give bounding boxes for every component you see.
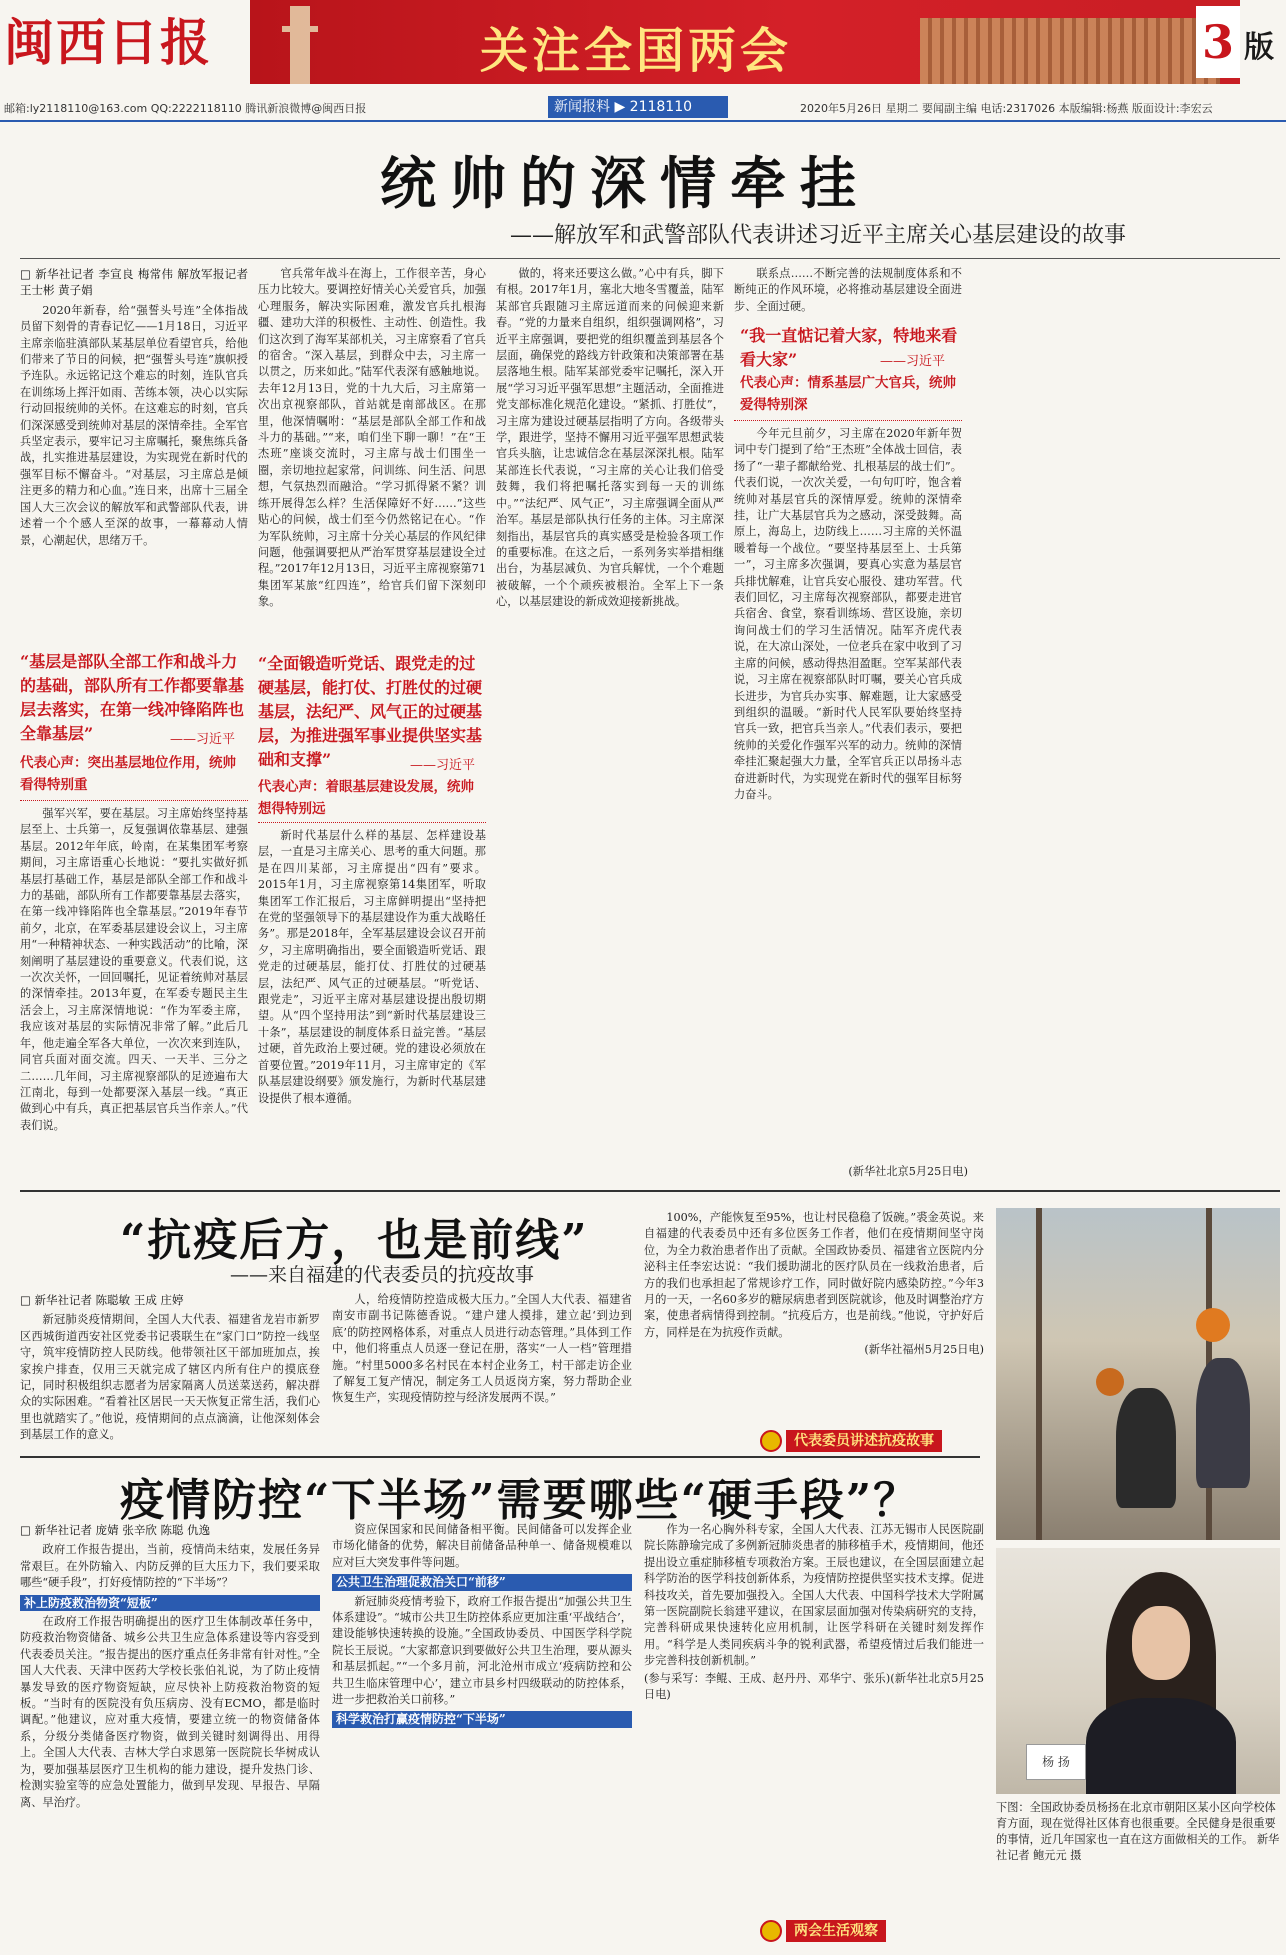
story2-section-badge: 代表委员讲述抗疫故事 [786,1430,942,1452]
party-emblem-icon [760,1430,782,1452]
tree-trunk [1036,1208,1042,1540]
issue-info: 2020年5月26日 星期二 要闻副主编 电话:2317026 本版编辑:杨燕 版面设计:李宏云 [800,102,1213,115]
story3-col1-text: 政府工作报告提出，当前，疫情尚未结束，发展任务异常艰巨。在外防输入、内防反弹的巨大压力下，我们要采取哪些“硬手段”，打好疫情防控的“下半场”？ [20,1543,320,1590]
divider [20,258,1280,259]
story1-pullquote-2-source: ——习近平 [410,758,476,773]
story3-col2-text: 资应保国家和民间储备相平衡。民间储备可以发挥企业市场化储备的优势，解决目前储备品种单一、储备规模难以应对巨大突发事件等问题。 [332,1523,632,1569]
story2-headline: “抗疫后方，也是前线” [120,1215,589,1266]
story3-column-1 [20,1522,320,1948]
story1-pullquote-2: “全面锻造听党话、跟党走的过硬基层，能打仗、打胜仗的过硬基层，法纪严、风气正的过硬基层，为推进强军事业提供坚实基础和支撑” [258,654,483,769]
story1-subheadline: ——解放军和武警部队代表讲述习近平主席关心基层建设的故事 [510,223,1127,248]
masthead [0,0,1286,120]
child-figure [1196,1358,1250,1488]
story1-column-3 [496,266,724,1182]
story1-voice-2: 代表心声：着眼基层建设发展，统帅想得特别远 [258,779,474,817]
story3-col1b-text: 在政府工作报告明确提出的医疗卫生体制改革任务中，防疫救治物资储备、城乡公共卫生应急体系建设等内容受到代表委员关注。“报告提出的医疗重点任务非常有针对性。”全国人大代表、天津中医药大学校长张伯礼说，为了防止疫情暴发导致的医疗物资短缺，应尽快补上防疫救治物资的短板。“当时有的医院没有负压病房、没有ECMO，都是临时调配。”他建议，应对重大疫情，要建立统一的物资储备体系，分级分类储备医疗物资，做到关键时刻调得出、用得上。全国人大代表、吉林大学白求恩第一医院院长华树成认为，要加强基层医疗卫生机构的能力建设，提升发热门诊、检测实验室等的应急处置能力，做到早发现、早报告、早隔离、早治疗。 [20,1615,320,1809]
divider [734,420,962,421]
story1-col4-text: 联系点……不断完善的法规制度体系和不断纯正的作风环境，必将推动基层建设全面进步、全面过硬。 [734,267,962,313]
divider [258,822,486,823]
contact-info: 邮箱:ly2118110@163.com QQ:2222118110 腾讯新浪微博@闽西日报 [4,102,367,115]
story3-subhead-3: 科学救治打赢疫情防控“下半场” [332,1711,632,1727]
divider [20,800,248,801]
story1-byline: □ 新华社记者 李宣良 梅常伟 解放军报记者 王士彬 黄子娟 [20,267,248,298]
story2-col1-text: 新冠肺炎疫情期间，全国人大代表、福建省龙岩市新罗区西城街道西安社区党委书记裘联生在“家门口”防控一线坚守，筑牢疫情防控人民防线。他带领社区干部加班加点，挨家挨户排查，仅用三天就完成了辖区内所有住户的摸底登记，同时积极组织志愿者为居家隔离人员送菜送药，解决群众的实际困难。“看着社区居民一天天恢复正常生活，我们心里也就踏实了。”他说，疫情期间的点点滴滴，让他深刻体会到基层工作的意义。 [20,1313,320,1442]
story1-column-4 [734,266,962,322]
child-figure [1116,1388,1176,1508]
story1-headline: 统帅的深情牵挂 [380,151,870,217]
section-title: 关注全国两会 [480,23,793,79]
huabiao-column-icon [290,6,310,84]
story1-voice-3: 代表心声：情系基层广大官兵，统帅爱得特别深 [740,375,956,413]
story3-col2b-text: 新冠肺炎疫情考验下，政府工作报告提出“加强公共卫生体系建设”。“城市公共卫生防控体系应更加注重‘平战结合’，建设能够快速转换的设施。”全国政协委员、中国医学科学院院长王辰说。“大家都意识到要做好公共卫生治理，要从源头和基层抓起。”“一个多月前，河北沧州市成立‘疫病防控和公共卫生临床管理中心’，建立市县乡村四级联动的防控体系，进一步把救治关口前移。” [332,1594,632,1707]
story1-column-4b [734,426,962,1162]
header-rule [0,120,1286,122]
story1-pullquote-1: “基层是部队全部工作和战斗力的基础，部队所有工作都要靠基层去落实，在第一线冲锋陷阵也全靠基层” [20,652,245,743]
divider [20,1190,1280,1192]
story2-subheadline: ——来自福建的代表委员的抗疫故事 [230,1264,535,1286]
delegate-face [1132,1606,1190,1680]
story2-column-2 [332,1292,632,1452]
story3-dateline: (参与采写：李鲲、王成、赵丹丹、邓华宁、张乐)(新华社北京5月25日电) [644,1671,984,1702]
story1-col3-text: 做的，将来还要这么做。”心中有兵，脚下有根。2017年1月，塞北大地冬雪覆盖，陆军某部官兵跟随习主席远道而来的问候迎来新春。“党的力量来自组织，组织强调网格”，习近平主席强调，要把党的组织覆盖到基层各个层面，确保党的路线方针政策和决策部署在基层落地生根。陆军某部党委牢记嘱托，深入开展“学习习近平强军思想”主题活动，全面推进党支部标准化规范化建设。“紧抓、打胜仗”，习主席为建设过硬基层指明了方向。各级带头学，跟进学，坚持不懈用习近平强军思想武装官兵头脑，让忠诚信念在基层深深扎根。陆军某部连长代表说，“习主席的关心让我们倍受鼓舞，我们将把嘱托落实到每一天的训练中。”“法纪严、风气正”，习主席强调全面从严治军。基层是部队执行任务的主体。习主席深刻指出，基层官兵的真实感受是检验各项工作的重要标准。在这之后，一系列务实举措相继出台，为基层减负、为官兵解忧，一个个难题被破解，一个个顽疾被根治。全军上下一条心，以基层建设的新成效迎接新挑战。 [496,267,724,609]
story1-pullquote-3: “我一直惦记着大家，特地来看看大家” [740,326,958,369]
story3-col3-text: 作为一名心胸外科专家，全国人大代表、江苏无锡市人民医院副院长陈静瑜完成了多例新冠肺炎患者的肺移植手术，疫情期间，他还提出设立重症肺移植专项救治方案。王辰也建议，在全国层面建立起科学防治的医学科技创新体系，为疫情防控提供坚实技术支撑。促进科技攻关，首先要加强投入。全国人大代表、中国科学技术大学附属第一医院副院长翁建平建议，在国家层面加强对传染病研究的支持，完善科研成果快速转化应用机制，让医学科研在关键时刻发挥作用。“科学是人类同疾病斗争的锐利武器，希望疫情过后我们能进一步完善科技创新机制。” [644,1523,984,1668]
basketball-icon [1196,1308,1230,1342]
newspaper-logo: 闽西日报 [4,13,212,72]
story3-photo-caption: 下图：全国政协委员杨扬在北京市朝阳区某小区向学校体育方面，现在觉得社区体育也很重要。全民健身是很重要的事情，近几年国家也一直在这方面做相关的工作。 新华社记者 鲍元元 摄 [996,1801,1280,1862]
story1-voice-1: 代表心声：突出基层地位作用，统帅看得特别重 [20,755,236,793]
story3-headline: 疫情防控“下半场”需要哪些“硬手段”？ [120,1475,920,1526]
story1-col1b-text: 强军兴军，要在基层。习主席始终坚持基层至上、士兵第一，反复强调依靠基层、建强基层。2012年年底，岭南，在某集团军考察期间，习主席语重心长地说：“要扎实做好抓基层打基础工作，基层是部队全部工作和战斗力的基础，部队所有工作都要靠基层去落实，在第一线冲锋陷阵也全靠基层。”2019年春节前夕，北京，在军委基层建设会议上，习主席用“一种精神状态、一种实践活动”的比喻，深刻阐明了基层建设的重要意义。代表们说，这一次次关怀，一回回嘱托，见证着统帅对基层的深情牵挂。2013年夏，在军委专题民主生活会上，习主席深情地说：“作为军委主席，我应该对基层的实际情况非常了解。”此后几年，他走遍全军各大单位，一次次来到连队，同官兵面对面交流。四天、一天半、三分之二……几年间，习主席视察部队的足迹遍布大江南北，每到一处都要深入基层一线。“真正做到心中有兵，真正把基层官兵当作亲人。”代表们说。 [20,807,248,1132]
story1-column-2b [258,828,486,1182]
story2-col3-text: 100%，产能恢复至95%，也让村民稳稳了饭碗。”裘金英说。来自福建的代表委员中还有多位医务工作者，他们在疫情期间坚守岗位，为全力救治患者作出了贡献。全国政协委员、福建省立医院内分泌科主任李宏达说：“我们援助湖北的医疗队员在一线救治患者，后方的我们也承担起了常规诊疗工作，同时做好院内感染防控。”今年3月的一天，一名60多岁的糖尿病患者到医院就诊，他及时调整治疗方案，使患者病情得到控制。“抗疫后方，也是前线。”他说，守护好后方，同样是在为抗疫作贡献。 [644,1211,984,1339]
divider [20,1456,980,1458]
story3-photo-delegate [996,1548,1280,1794]
party-emblem-icon [760,1920,782,1942]
story1-col2b-text: 新时代基层什么样的基层、怎样建设基层，一直是习主席关心、思考的重大问题。那是在四川某部，习主席提出“四有”要求。2015年1月，习主席视察第14集团军，听取集团军工作汇报后，习主席鲜明提出“坚持把在党的坚强领导下的基层建设作为重大战略任务”。那是2018年，全军基层建设会议召开前夕，习主席明确指出，要全面锻造听党话、跟党走的过硬基层，能打仗、打胜仗的过硬基层，法纪严、风气正的过硬基层。“听党话、跟党走”，习近平主席对基层建设提出殷切期望。从“四个坚持用法”到“新时代基层建设三十条”，基层建设的制度体系日益完善。“基层过硬，首先政治上要过硬。党的建设必须放在首要位置。”2019年11月，习主席审定的《军队基层建设纲要》颁发施行，为新时代基层建设提供了根本遵循。 [258,829,486,1105]
story3-column-2 [332,1522,632,1948]
great-hall-image [920,18,1220,84]
story1-column-1b [20,806,248,1182]
page-number: 3 [1196,6,1240,78]
story1-col2-text: 官兵常年战斗在海上，工作很辛苦，身心压力比较大。要调控好情关心关爱官兵，加强心理服务，解决实际困难，激发官兵扎根海疆、建功大洋的积极性、主动性、创造性。我们这次到了海军某部机关，习主席察看了官兵的宿舍。“深入基层，到群众中去，习主席一以贯之，历来如此。”陆军代表深有感触地说。去年12月13日，党的十九大后，习主席第一次出京视察部队，首站就是南部战区。在那里，他深情嘱咐：“基层是部队全部工作和战斗力的基础。”“来，咱们坐下聊一聊！”在“王杰班”座谈交流时，习主席与战士们围坐一圈，亲切地拉起家常，问训练、问生活、问思想，气氛热烈而融洽。“学习抓得紧不紧？训练开展得怎么样？生活保障好不好……”这些贴心的问候，战士们至今仍然铭记在心。“作为军队统帅，习主席十分关心基层的作风纪律问题，他强调要把从严治军贯穿基层建设全过程。”2017年12月13日，习近平主席视察第71集团军某旅“红四连”，给官兵们留下深刻印象。 [258,267,486,609]
story3-subhead-1: 补上防疫救治物资“短板” [20,1595,320,1611]
section-banner [250,0,1240,84]
story1-col1-text: 2020年新春，给“强誓头号连”全体指战员留下刻骨的青春记忆——1月18日，习近平主席亲临驻滇部队某基层单位看望官兵，给他们带来了节日的问候，把“强誓头号连”旗帜授予连队。永远铭记这个难忘的时刻，连队官兵在训练场上挥汗如雨、苦练本领，决心以实际行动回报统帅的关怀。在这难忘的时刻，官兵们深深感受到统帅对基层的深情牵挂。全军官兵坚定表示，要牢记习主席嘱托，聚焦练兵备战，扎实推进基层建设，为实现党在新时代的强军目标不懈奋斗。“对基层，习主席总是倾注更多的精力和心血。”连日来，出席十三届全国人大三次会议的解放军和武警部队代表，讲述着一个个感人至深的故事，一幕幕动人情景，心潮起伏，思绪万千。 [20,303,248,547]
story3-byline: □ 新华社记者 庞婧 张辛欣 陈聪 仇逸 [20,1523,211,1537]
delegate-figure [1086,1698,1236,1794]
story2-column-1 [20,1292,320,1452]
story2-column-3 [644,1210,984,1430]
story1-col4b-text: 今年元旦前夕，习主席在2020年新年贺词中专门提到了给“王杰班”全体战士回信，表扬了“一辈子都献给党、扎根基层的战士们”。代表们说，一次次关爱，一句句叮咛，饱含着统帅对基层官兵的深情厚爱。统帅的深情牵挂，让广大基层官兵为之感动，深受鼓舞。高原上，海岛上，边防线上……习主席的关怀温暖着每一个战位。“要坚持基层至上、士兵第一”，习主席多次强调，要真心实意为基层官兵排忧解难，让官兵安心服役、建功军营。代表们回忆，习主席每次视察部队，都要走进官兵宿舍、食堂，察看训练场、营区设施，亲切询问战士们的学习生活情况。陆军齐虎代表说，在大凉山深处，一位老兵在家中收到了习主席的问候，感动得热泪盈眶。空军某部代表说，习主席在视察部队时叮嘱，要关心官兵成长进步，为官兵办实事、解难题，让大家感受到组织的温暖。“新时代人民军队要始终坚持官兵一致，把官兵当亲人。”代表们表示，要把统帅的关爱化作强军兴军的动力。统帅的深情牵挂汇聚起强大力量，全军官兵正以昂扬斗志奋进新时代，为实现党在新时代的强军目标努力奋斗。 [734,427,962,801]
story1-pullquote-3-source: ——习近平 [880,354,946,369]
story2-photo-basketball [996,1208,1280,1540]
story2-col2-text: 人，给疫情防控造成极大压力。”全国人大代表、福建省南安市副书记陈德香说。“建户建人摸排，建立起‘到边到底’的防控网格体系，对重点人员进行动态管理。”具体到工作中，他们将重点人员逐一登记在册，落实“一人一档”管理措施。“村里5000多名村民在本村企业务工，村干部走访企业了解复工复产情况，制定务工人员返岗方案，努力帮助企业恢复生产，实现疫情防控与经济发展两不误。” [332,1293,632,1405]
story3-section-badge: 两会生活观察 [786,1920,886,1942]
story1-pullquote-1-source: ——习近平 [170,732,236,747]
story3-column-3 [644,1522,984,1892]
news-hotline: 新闻报料 ▶ 2118110 [548,96,728,118]
page-word: 版 [1244,30,1274,65]
nameplate: 杨 扬 [1026,1744,1086,1780]
story2-dateline: (新华社福州5月25日电) [864,1343,984,1357]
story1-column-2 [258,266,486,636]
story3-subhead-2: 公共卫生治理促救治关口“前移” [332,1574,632,1590]
basketball-icon [1096,1368,1124,1396]
story2-byline: □ 新华社记者 陈聪敏 王成 庄婷 [20,1293,184,1307]
story1-footer-note [848,1164,968,1182]
story1-dateline: (新华社北京5月25日电) [848,1165,968,1178]
story1-column-1 [20,266,248,636]
